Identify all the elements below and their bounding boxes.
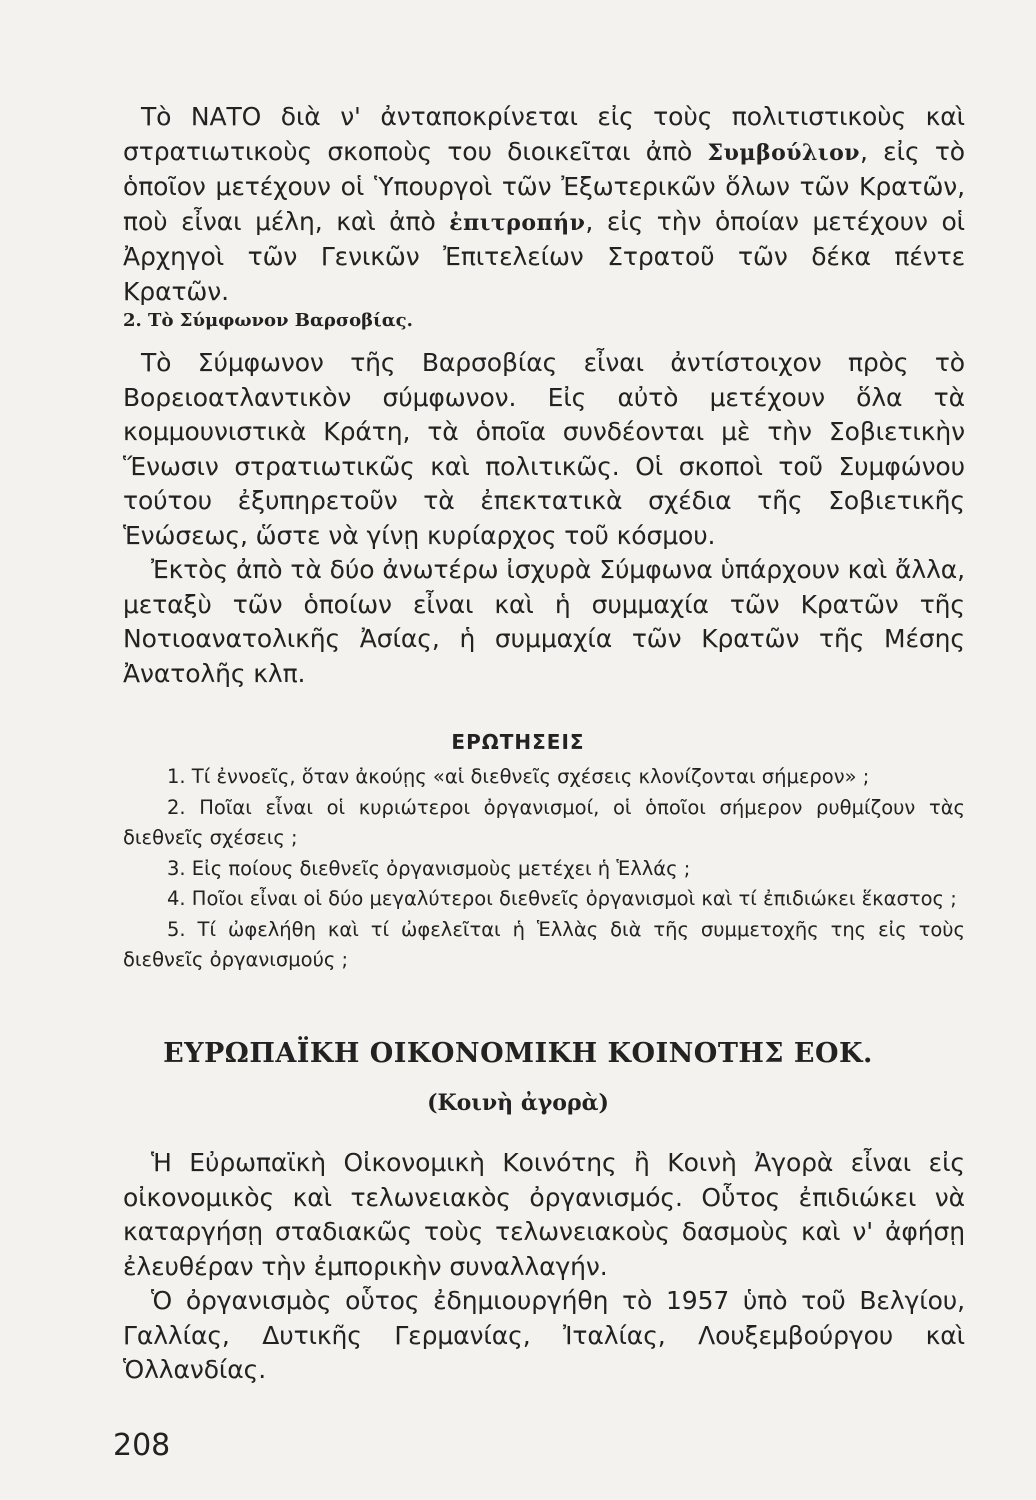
eec-title: ΕΥΡΩΠΑΪΚΗ ΟΙΚΟΝΟΜΙΚΗ ΚΟΙΝΟΤΗΣ ΕΟΚ. (163, 1038, 873, 1069)
nato-bold-council: Συμβούλιον (707, 139, 861, 166)
question-item: 3. Εἰς ποίους διεθνεῖς ὀργανισμοὺς μετέχει ἡ Ἑλλάς ; (167, 856, 691, 880)
eec-paragraph-1: Ἡ Εὐρωπαϊκὴ Οἰκονομικὴ Κοινότης ἢ Κοινὴ Ἀγορὰ εἶναι εἰς οἰκονομικὸς καὶ τελωνειακὸς ὀργανισμός. Οὗτος ἐπιδιώκει νὰ καταργήσῃ σταδιακῶς τοὺς τελωνειακοὺς δασμοὺς καὶ ν' ἀφήσῃ ἐλευθέραν τὴν ἐμπορικὴν συναλλαγήν. (123, 1148, 965, 1281)
questions-list (123, 762, 965, 976)
warsaw-block (123, 346, 965, 691)
question-item: 1. Τί ἐννοεῖς, ὅταν ἀκούῃς «αἱ διεθνεῖς σχέσεις κλονίζονται σήμερον» ; (167, 765, 870, 788)
page-number: 208 (113, 1428, 171, 1463)
warsaw-section-heading: 2. Τὸ Σύμφωνον Βαρσοβίας. (123, 310, 413, 331)
eec-paragraph-2: Ὁ ὀργανισμὸς οὗτος ἐδημιουργήθη τὸ 1957 ὑπὸ τοῦ Βελγίου, Γαλλίας, Δυτικῆς Γερμανίας, Ἰταλίας, Λουξεμβούργου καὶ Ὁλλανδίας. (123, 1286, 965, 1384)
nato-text-2: , εἰς τὸ ὁποῖον μετέχουν οἱ Ὑπουργοὶ τῶν Ἐξωτερικῶν ὅλων τῶν Κρατῶν, ποὺ εἶναι μέλη, καὶ ἀπὸ (123, 136, 965, 236)
nato-paragraph (123, 100, 965, 309)
other-pacts-paragraph: Ἐκτὸς ἀπὸ τὰ δύο ἀνωτέρω ἰσχυρὰ Σύμφωνα ὑπάρχουν καὶ ἄλλα, μεταξὺ τῶν ὁποίων εἶναι καὶ ἡ συμμαχία τῶν Κρατῶν τῆς Νοτιοανατολικῆς Ἀσίας, ἡ συμμαχία τῶν Κρατῶν τῆς Μέσης Ἀνατολῆς κλπ. (123, 555, 965, 688)
question-item: 2. Ποῖαι εἶναι οἱ κυριώτεροι ὀργανισμοί, οἱ ὁποῖοι σήμερον ρυθμίζουν τὰς διεθνεῖς σχέσεις ; (123, 795, 965, 849)
nato-text-1: Τὸ ΝΑΤΟ διὰ ν' ἀνταποκρίνεται εἰς τοὺς πολιτιστικοὺς καὶ στρατιωτικοὺς σκοποὺς του διοικεῖται ἀπὸ (123, 102, 965, 166)
nato-text-3: , εἰς τὴν ὁποίαν μετέχουν οἱ Ἀρχηγοὶ τῶν Γενικῶν Ἐπιτελείων Στρατοῦ τῶν δέκα πέντε Κρατῶν. (123, 206, 965, 306)
nato-paragraph-block (123, 100, 965, 309)
nato-bold-committee: ἐπιτροπήν (449, 209, 586, 236)
eec-block (123, 1146, 965, 1388)
question-item: 4. Ποῖοι εἶναι οἱ δύο μεγαλύτεροι διεθνεῖς ὀργανισμοὶ καὶ τί ἐπιδιώκει ἕκαστος ; (167, 887, 957, 910)
questions-title: ΕΡΩΤΗΣΕΙΣ (451, 730, 585, 754)
question-item: 5. Τί ὠφελήθη καὶ τί ὠφελεῖται ἡ Ἑλλὰς διὰ τῆς συμμετοχῆς της εἰς τοὺς διεθνεῖς ὀργανισμούς ; (123, 917, 965, 971)
warsaw-paragraph: Τὸ Σύμφωνον τῆς Βαρσοβίας εἶναι ἀντίστοιχον πρὸς τὸ Βορειοατλαντικὸν σύμφωνον. Εἰς αὐτὸ μετέχουν ὅλα τὰ κομμουνιστικὰ Κράτη, τὰ ὁποῖα συνδέονται μὲ τὴν Σοβιετικὴν Ἕνωσιν στρατιωτικῶς καὶ πολιτικῶς. Οἱ σκοποὶ τοῦ Συμφώνου τούτου ἐξυπηρετοῦν τὰ ἐπεκτατικὰ σχέδια τῆς Σοβιετικῆς Ἑνώσεως, ὥστε νὰ γίνῃ κυρίαρχος τοῦ κόσμου. (123, 348, 965, 550)
eec-subtitle: (Κοινὴ ἀγορὰ) (427, 1090, 609, 1116)
